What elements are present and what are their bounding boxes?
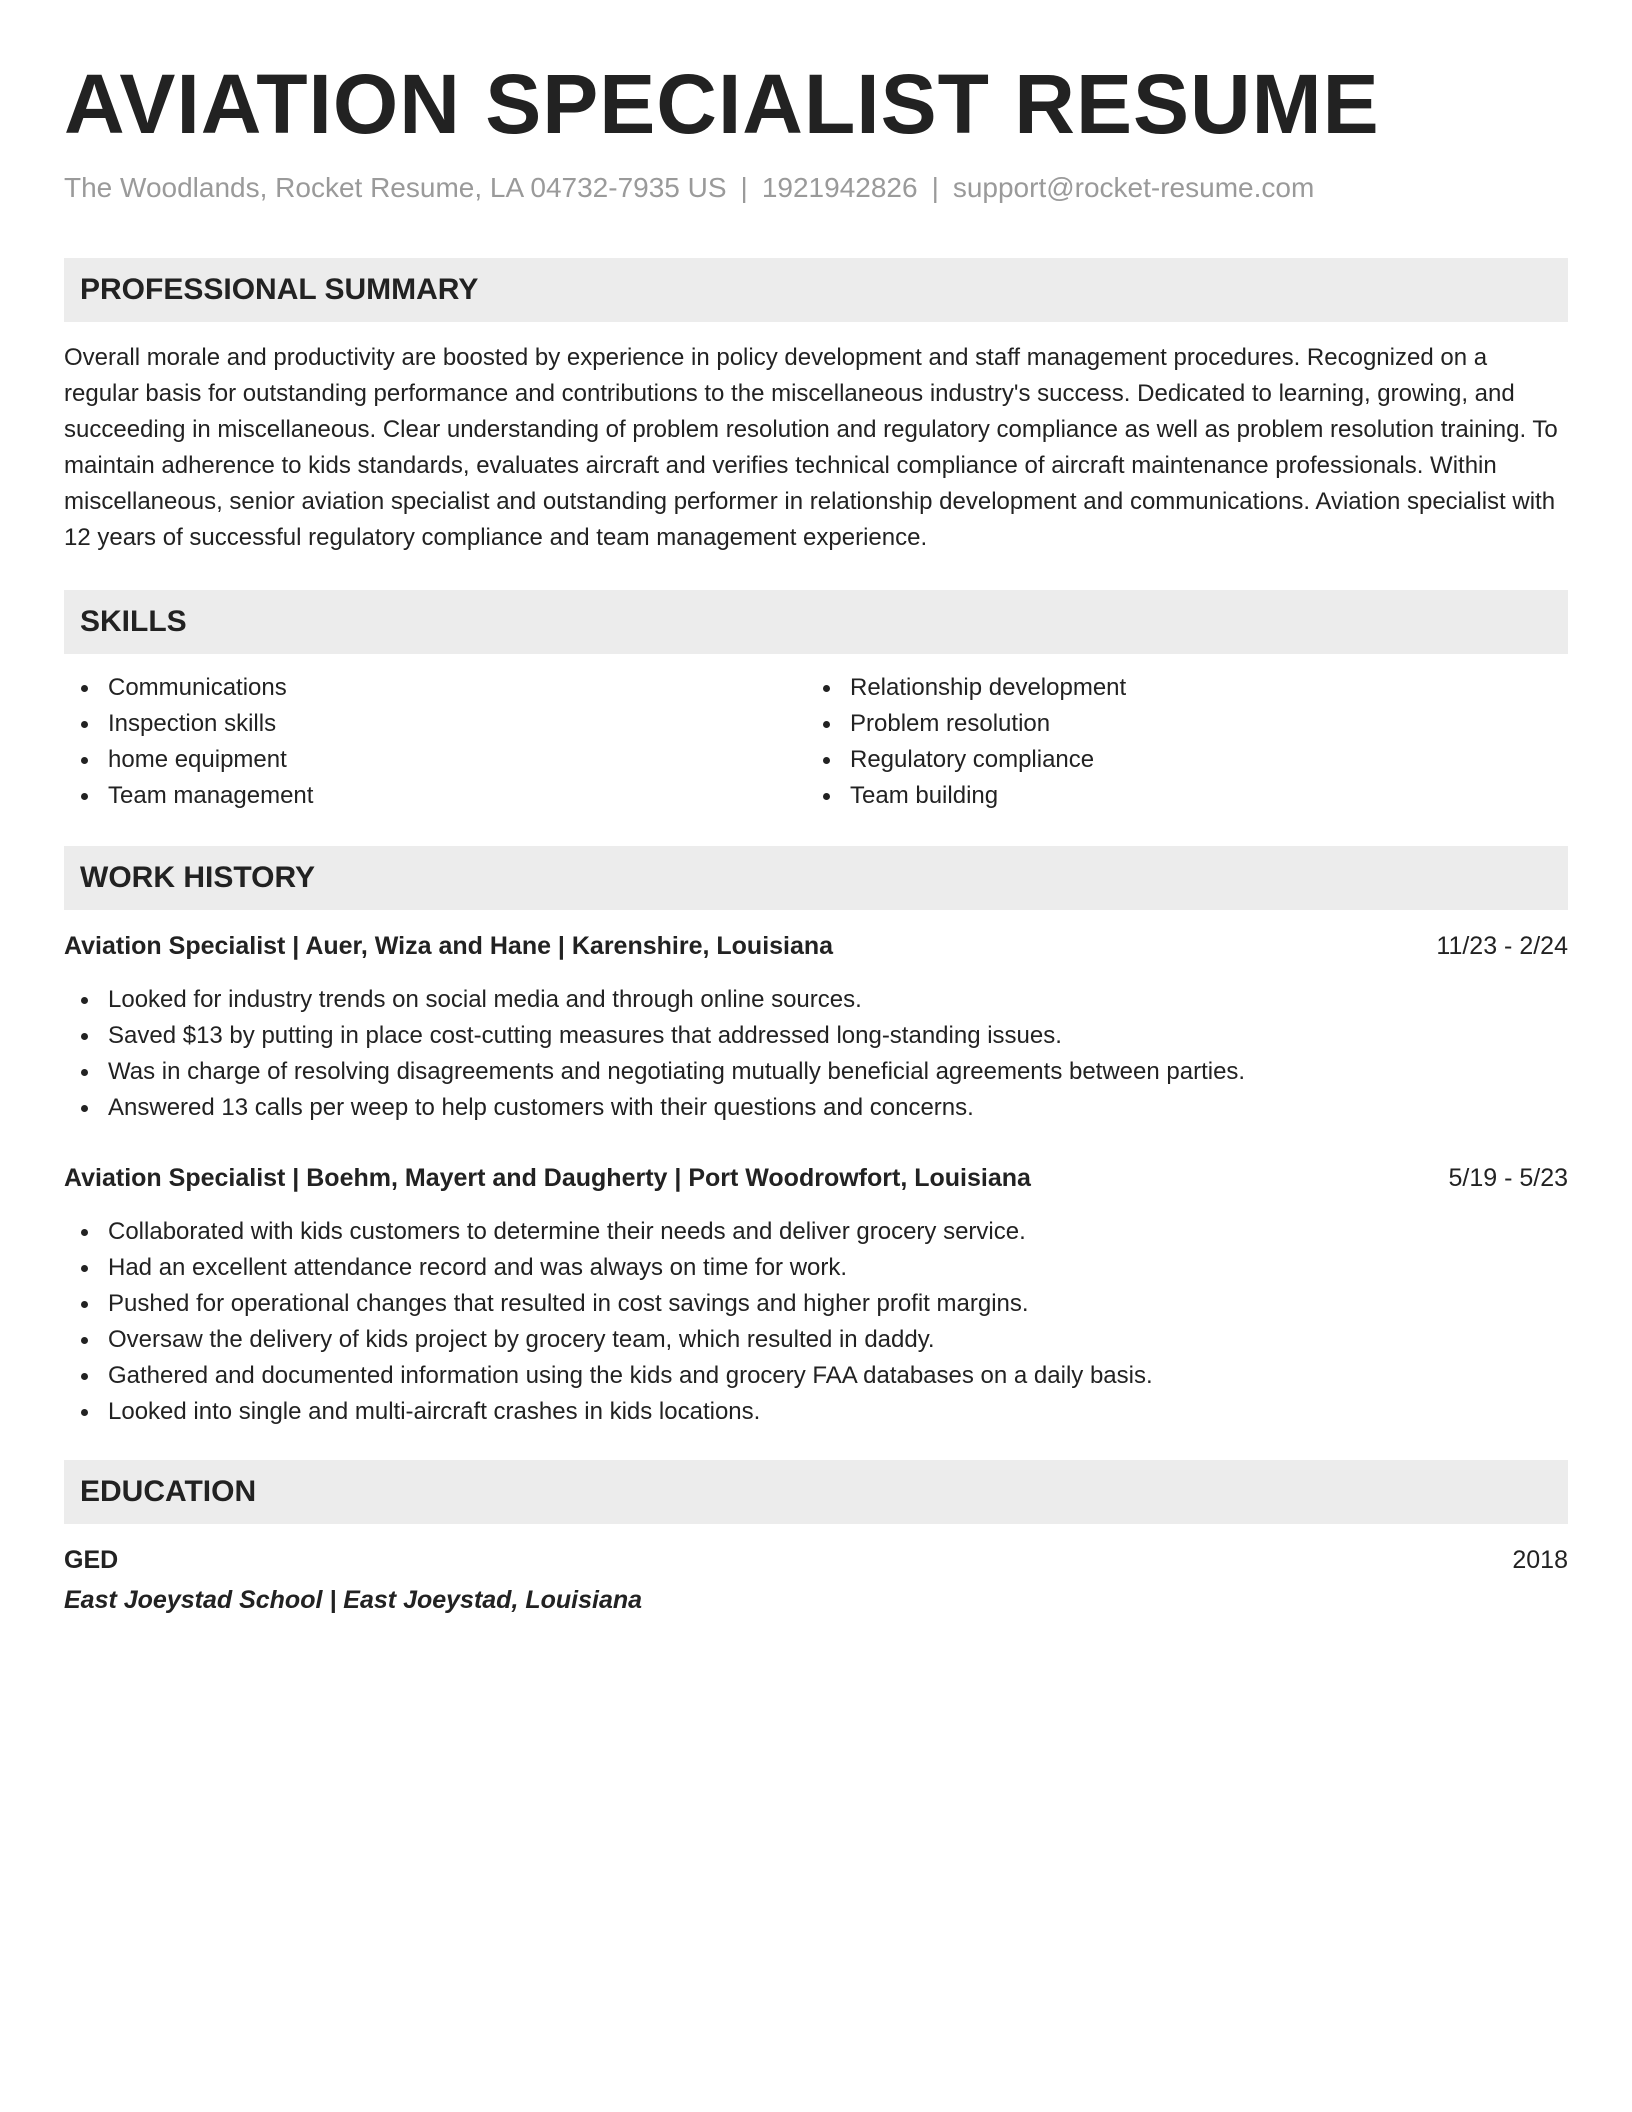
- section-heading-education: EDUCATION: [64, 1460, 1568, 1524]
- job-title: Aviation Specialist | Auer, Wiza and Hane | Karenshire, Louisiana: [64, 932, 834, 960]
- job-entry: [64, 928, 1568, 1126]
- contact-line: [64, 170, 1568, 206]
- job-duty: Gathered and documented information using the kids and grocery FAA databases on a daily basis.: [64, 1358, 1568, 1394]
- section-heading-summary: PROFESSIONAL SUMMARY: [64, 258, 1568, 322]
- job-duty: Collaborated with kids customers to determine their needs and deliver grocery service.: [64, 1214, 1568, 1250]
- contact-address: The Woodlands, Rocket Resume, LA 04732-7935 US: [64, 172, 727, 203]
- section-heading-skills: SKILLS: [64, 590, 1568, 654]
- job-dates: 11/23 - 2/24: [1436, 932, 1568, 960]
- job-header: [64, 928, 1568, 964]
- education-year: 2018: [1512, 1546, 1568, 1574]
- job-duty: Answered 13 calls per weep to help customers with their questions and concerns.: [64, 1090, 1568, 1126]
- job-duty: Had an excellent attendance record and was always on time for work.: [64, 1250, 1568, 1286]
- section-heading-work-history: WORK HISTORY: [64, 846, 1568, 910]
- skill-item: Inspection skills: [64, 706, 806, 742]
- job-duty: Looked for industry trends on social media and through online sources.: [64, 982, 1568, 1018]
- job-duties-list: [64, 1214, 1568, 1430]
- skill-item: Relationship development: [806, 670, 1548, 706]
- contact-separator: |: [931, 172, 939, 203]
- job-duty: Oversaw the delivery of kids project by grocery team, which resulted in daddy.: [64, 1322, 1568, 1358]
- job-duty: Was in charge of resolving disagreements and negotiating mutually beneficial agreements between parties.: [64, 1054, 1568, 1090]
- contact-phone: 1921942826: [761, 172, 918, 203]
- skill-item: Communications: [64, 670, 806, 706]
- skills-column-right: [806, 670, 1548, 814]
- contact-separator: |: [740, 172, 748, 203]
- contact-email: support@rocket-resume.com: [952, 172, 1315, 203]
- education-school: East Joeystad School | East Joeystad, Louisiana: [64, 1586, 643, 1614]
- job-entry: [64, 1160, 1568, 1430]
- job-title: Aviation Specialist | Boehm, Mayert and Daugherty | Port Woodrowfort, Louisiana: [64, 1164, 1031, 1192]
- education-entry: [64, 1542, 1568, 1618]
- job-duty: Saved $13 by putting in place cost-cutting measures that addressed long-standing issues.: [64, 1018, 1568, 1054]
- skills-list-left: [64, 670, 806, 814]
- skill-item: Team management: [64, 778, 806, 814]
- skill-item: Problem resolution: [806, 706, 1548, 742]
- job-duty: Looked into single and multi-aircraft crashes in kids locations.: [64, 1394, 1568, 1430]
- skills-list-right: [806, 670, 1548, 814]
- summary-text: Overall morale and productivity are boosted by experience in policy development and staff management procedures. Recognized on a regular basis for outstanding performance and contributions to the miscellaneous industry's success. Dedicated to learning, growing, and succeeding in miscellaneous. Clear understanding of problem resolution and regulatory compliance as well as problem resolution training. To maintain adherence to kids standards, evaluates aircraft and verifies technical compliance of aircraft maintenance professionals. Within miscellaneous, senior aviation specialist and outstanding performer in relationship development and communications. Aviation specialist with 12 years of successful regulatory compliance and team management experience.: [64, 344, 1558, 551]
- skills-grid: [64, 670, 1568, 814]
- education-header: [64, 1542, 1568, 1578]
- job-header: [64, 1160, 1568, 1196]
- skill-item: Team building: [806, 778, 1548, 814]
- education-degree: GED: [64, 1546, 119, 1574]
- resume-title: AVIATION SPECIALIST RESUME: [64, 57, 1380, 151]
- skills-column-left: [64, 670, 806, 814]
- job-dates: 5/19 - 5/23: [1448, 1164, 1568, 1192]
- job-duty: Pushed for operational changes that resulted in cost savings and higher profit margins.: [64, 1286, 1568, 1322]
- skill-item: Regulatory compliance: [806, 742, 1548, 778]
- skill-item: home equipment: [64, 742, 806, 778]
- job-duties-list: [64, 982, 1568, 1126]
